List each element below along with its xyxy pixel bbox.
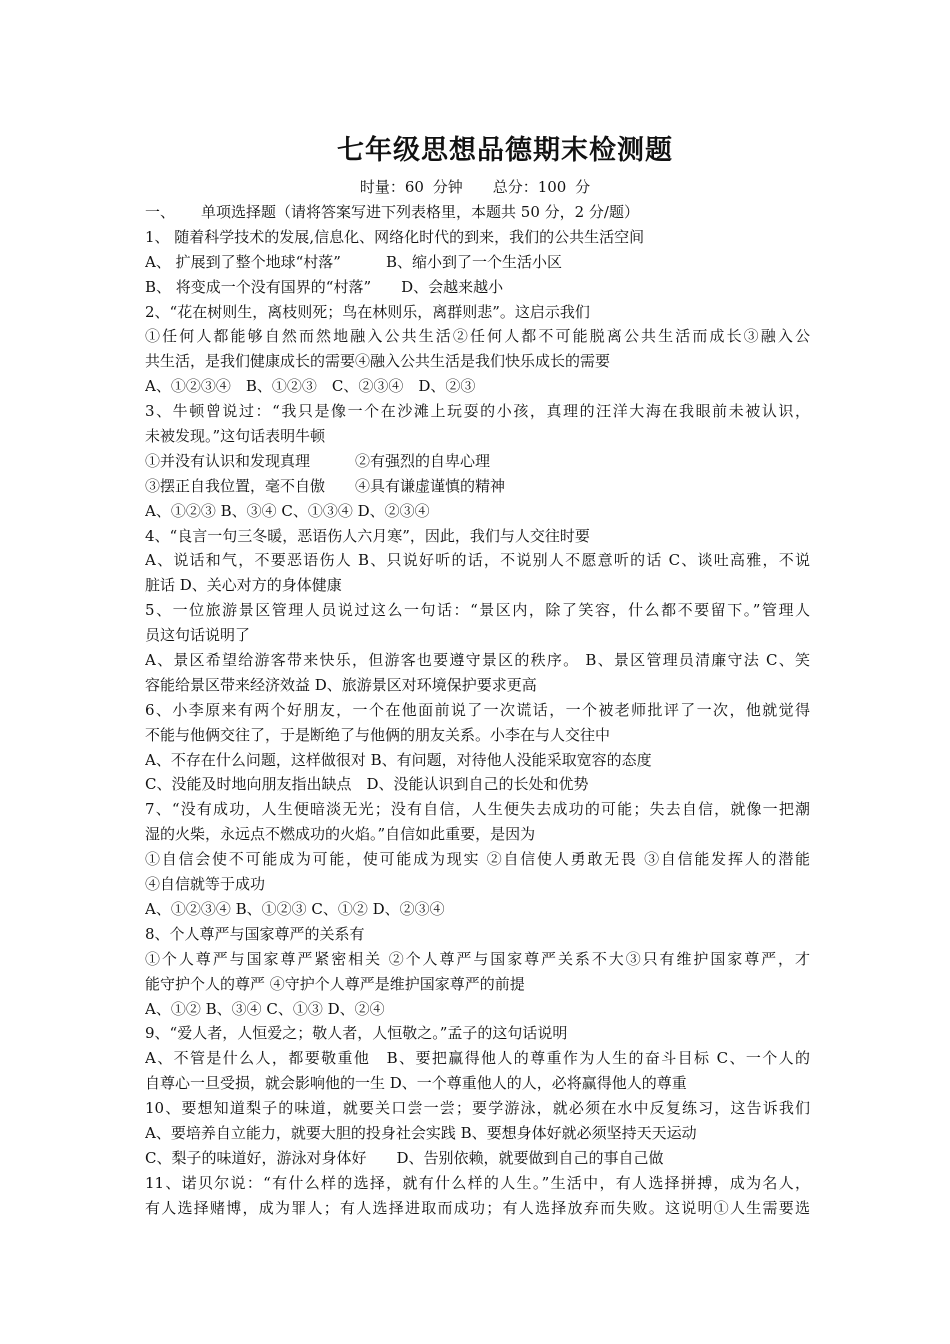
text-line: A、景区希望给游客带来快乐，但游客也要遵守景区的秩序。 B、景区管理员清廉守法 C、笑 [145, 651, 810, 670]
text-line: ①个人尊严与国家尊严紧密相关 ②个人尊严与国家尊严关系不大③只有维护国家尊严，才 [145, 949, 810, 968]
text-line: 11、诺贝尔说：“有什么样的选择，就有什么样的人生。”生活中，有人选择拼搏，成为名人， [145, 1173, 810, 1192]
text-line: ④自信就等于成功 [145, 875, 266, 894]
text-line: 能守护个人的尊严 ④守护个人尊严是维护国家尊严的前提 [145, 974, 525, 993]
text-line: A、不管是什么人，都要敬重他 B、要把赢得他人的尊重作为人生的奋斗目标 C、一个人的 [145, 1049, 810, 1068]
text-line: A、不存在什么问题，这样做很对 B、有问题，对待他人没能采取宽容的态度 [145, 750, 652, 769]
text-line: 3、牛顿曾说过：“我只是像一个在沙滩上玩耍的小孩，真理的汪洋大海在我眼前未被认识， [145, 402, 810, 421]
text-line: A、①②③④ B、①②③ C、①② D、②③④ [145, 899, 445, 918]
text-line: 容能给景区带来经济效益 D、旅游景区对环境保护要求更高 [145, 675, 537, 694]
text-line: 员这句话说明了 [145, 626, 251, 645]
text-line: 脏话 D、关心对方的身体健康 [145, 576, 342, 595]
text-line: A、①② B、③④ C、①③ D、②④ [145, 999, 385, 1018]
document-body [145, 200, 810, 1221]
text-line: 共生活，是我们健康成长的需要④融入公共生活是我们快乐成长的需要 [145, 352, 611, 371]
text-line: 8、个人尊严与国家尊严的关系有 [145, 924, 365, 943]
section-text: 单项选择题（请将答案写进下列表格里，本题共 50 分，2 分/题） [201, 203, 639, 221]
text-line: 10、要想知道梨子的味道，就要关口尝一尝；要学游泳，就必须在水中反复练习，这告诉我们 [145, 1099, 810, 1118]
section-heading [145, 200, 810, 225]
text-line: B、 将变成一个没有国界的“村落” D、会越来越小 [145, 277, 504, 296]
text-line: A、说话和气，不要恶语伤人 B、只说好听的话，不说别人不愿意听的话 C、谈吐高雅，不说 [145, 551, 810, 570]
text-line: 自尊心一旦受损，就会影响他的一生 D、一个尊重他人的人，必将赢得他人的尊重 [145, 1074, 687, 1093]
page-title: 七年级思想品德期末检测题 [337, 135, 673, 166]
text-line: 4、“良言一句三冬暖，恶语伤人六月寒”，因此，我们与人交往时要 [145, 526, 590, 545]
text-line: A、 扩展到了整个地球“村落” B、缩小到了一个生活小区 [145, 252, 562, 271]
text-line: ①任何人都能够自然而然地融入公共生活②任何人都不可能脱离公共生活而成长③融入公 [145, 327, 810, 346]
exam-meta: 时量：60 分钟 总分：100 分 [359, 178, 591, 196]
text-line: C、没能及时地向朋友指出缺点 D、没能认识到自己的长处和优势 [145, 775, 589, 794]
text-line: ①并没有认识和发现真理 ②有强烈的自卑心理 [145, 451, 491, 470]
text-line: 7、“没有成功，人生便暗淡无光；没有自信，人生便失去成功的可能；失去自信，就像一把潮 [145, 800, 810, 819]
text-line: 有人选择赌博，成为罪人；有人选择进取而成功；有人选择放弃而失败。这说明①人生需要选 [145, 1198, 810, 1217]
text-line: 1、 随着科学技术的发展,信息化、网络化时代的到来，我们的公共生活空间 [145, 227, 645, 246]
text-line: A、要培养自立能力，就要大胆的投身社会实践 B、要想身体好就必须坚持天天运动 [145, 1123, 697, 1142]
text-line: 2、“花在树则生，离枝则死；鸟在林则乐，离群则悲”。这启示我们 [145, 302, 590, 321]
text-line: 5、一位旅游景区管理人员说过这么一句话：“景区内，除了笑容，什么都不要留下。”管理人 [145, 601, 810, 620]
text-line: 湿的火柴，永远点不燃成功的火焰。”自信如此重要，是因为 [145, 825, 536, 844]
question-lines [145, 225, 810, 1221]
text-line: C、梨子的味道好，游泳对身体好 D、告别依赖，就要做到自己的事自己做 [145, 1148, 664, 1167]
text-line: 未被发现。”这句话表明牛顿 [145, 427, 326, 446]
section-number: 一、 [145, 203, 176, 221]
text-line: 6、小李原来有两个好朋友，一个在他面前说了一次谎话，一个被老师批评了一次，他就觉得 [145, 700, 810, 719]
text-line: 不能与他俩交往了，于是断绝了与他俩的朋友关系。小李在与人交往中 [145, 725, 611, 744]
text-line: 9、“爱人者，人恒爱之；敬人者，人恒敬之。”孟子的这句话说明 [145, 1024, 568, 1043]
text-line: A、①②③④ B、①②③ C、②③④ D、②③ [145, 377, 476, 396]
text-line: ③摆正自我位置，毫不自傲 ④具有谦虚谨慎的精神 [145, 476, 506, 495]
text-line: ①自信会使不可能成为可能，使可能成为现实 ②自信使人勇敢无畏 ③自信能发挥人的潜能 [145, 850, 810, 869]
text-line: A、①②③ B、③④ C、①③④ D、②③④ [145, 501, 430, 520]
